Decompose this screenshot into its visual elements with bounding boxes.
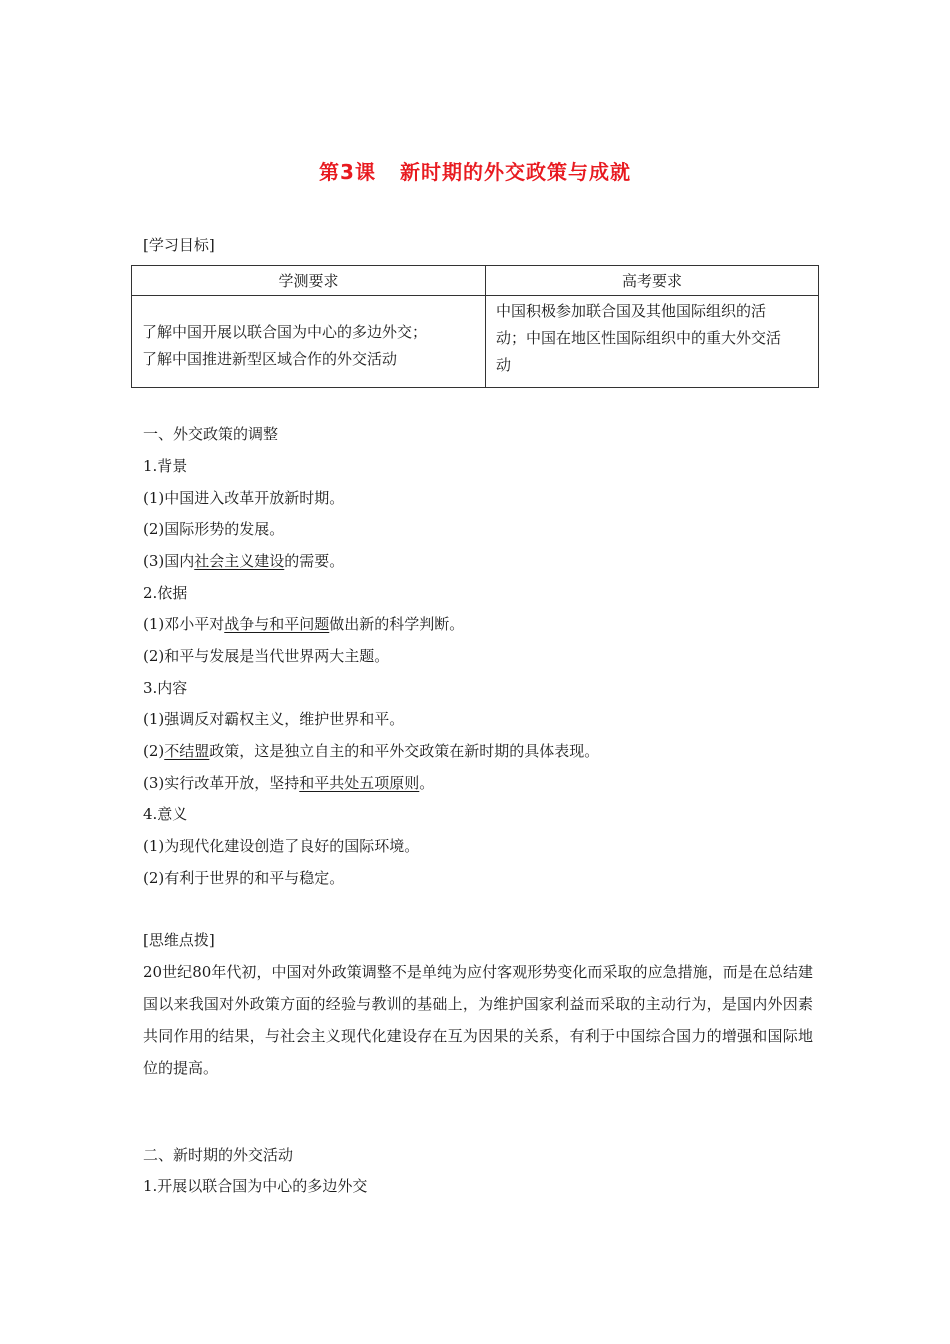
cell-line: 中国积极参加联合国及其他国际组织的活 (496, 302, 767, 320)
table-header-row (132, 266, 819, 296)
table-row (132, 296, 819, 388)
text-run: (2) (143, 742, 165, 760)
cell-line: 了解中国推进新型区域合作的外交活动 (142, 349, 398, 368)
content-heading: 3.内容 (143, 679, 188, 697)
text-run: (3)实行改革开放，坚持 (143, 774, 300, 792)
cell-line: 动 (496, 356, 512, 374)
section2-heading: 二、新时期的外交活动 (143, 1146, 294, 1164)
cell-line: 动；中国在地区性国际组织中的重大外交活 (496, 329, 782, 347)
table-header-cell: 高考要求 (486, 266, 819, 296)
lesson-number: 第3课 (319, 160, 376, 184)
table-cell-exam-basic (132, 296, 486, 388)
background-item (143, 551, 344, 571)
underlined-key-term: 不结盟 (164, 742, 210, 760)
section2-subheading: 1.开展以联合国为中心的多边外交 (143, 1177, 368, 1195)
content-item (143, 741, 599, 761)
table-cell-exam-advanced (486, 296, 819, 388)
cell-line: 了解中国开展以联合国为中心的多边外交； (142, 322, 428, 341)
lesson-name: 新时期的外交政策与成就 (399, 160, 631, 184)
basis-heading: 2.依据 (143, 584, 188, 602)
thinking-label: [思维点拨] (143, 931, 215, 949)
underlined-key-term: 社会主义建设 (194, 552, 285, 570)
page-title (0, 156, 950, 185)
text-run: 的需要。 (284, 552, 345, 570)
significance-item: (1)为现代化建设创造了良好的国际环境。 (143, 837, 420, 855)
learning-goals-table (131, 265, 819, 388)
content-item (143, 773, 434, 793)
significance-heading: 4.意义 (143, 805, 188, 823)
underlined-key-term: 战争与和平问题 (224, 615, 330, 633)
basis-item (143, 614, 464, 634)
background-heading: 1.背景 (143, 457, 188, 475)
text-run: (1)邓小平对 (143, 615, 225, 633)
background-item: (1)中国进入改革开放新时期。 (143, 489, 345, 507)
text-run: 。 (419, 774, 435, 792)
underlined-key-term: 和平共处五项原则 (299, 774, 420, 792)
table-header-cell: 学测要求 (132, 266, 486, 296)
significance-item: (2)有利于世界的和平与稳定。 (143, 869, 345, 887)
text-run: 做出新的科学判断。 (329, 615, 465, 633)
content-item: (1)强调反对霸权主义，维护世界和平。 (143, 710, 405, 728)
text-run: (3)国内 (143, 552, 195, 570)
basis-item: (2)和平与发展是当代世界两大主题。 (143, 647, 390, 665)
goals-label: [学习目标] (143, 236, 215, 254)
section1-heading: 一、外交政策的调整 (143, 425, 279, 443)
thinking-paragraph: 20世纪80年代初，中国对外政策调整不是单纯为应付客观形势变化而采取的应急措施，而是在总结建国以来我国对外政策方面的经验与教训的基础上，为维护国家利益而采取的主动行为，是国内外因素共同作用的结果，与社会主义现代化建设存在互为因果的关系，有利于中国综合国力的增强和国际地位的提高。 (143, 963, 813, 1077)
background-item: (2)国际形势的发展。 (143, 520, 285, 538)
text-run: 政策，这是独立自主的和平外交政策在新时期的具体表现。 (209, 742, 600, 760)
